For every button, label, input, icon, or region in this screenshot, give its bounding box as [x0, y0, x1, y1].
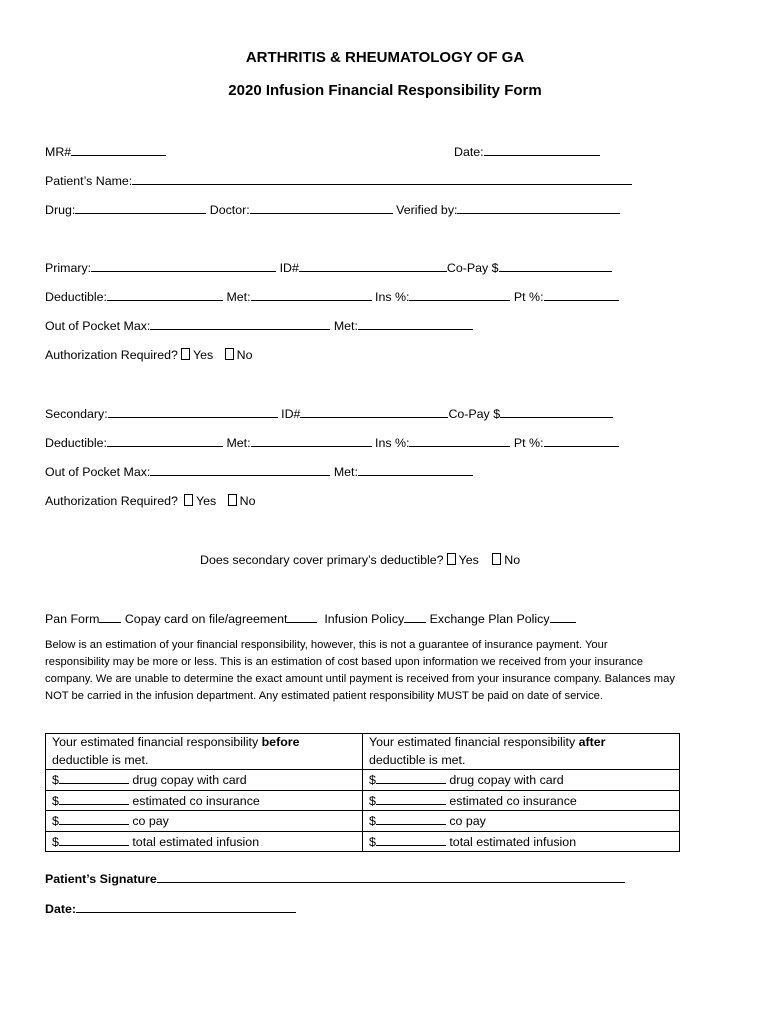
amount-line[interactable]: [59, 811, 129, 825]
secondary-deductible-line[interactable]: [107, 434, 223, 447]
patient-name-field[interactable]: [45, 172, 632, 189]
primary-deductible-row: [45, 288, 619, 305]
primary-deductible-label: Deductible:: [45, 290, 107, 304]
amount-line[interactable]: [59, 791, 129, 805]
primary-deductible-line[interactable]: [107, 288, 223, 301]
secondary-ins-line[interactable]: [409, 434, 510, 447]
currency-symbol: $: [52, 793, 59, 808]
mr-field[interactable]: [45, 143, 166, 160]
primary-oop-met-label: Met:: [333, 319, 358, 333]
currency-symbol: $: [52, 814, 59, 828]
secondary-met-label: Met:: [226, 436, 251, 450]
signature-date-row: [45, 900, 296, 917]
patient-name-line[interactable]: [132, 172, 632, 185]
before-header: [46, 734, 363, 770]
estimate-header-row: [46, 734, 680, 770]
currency-symbol: $: [369, 773, 376, 787]
secondary-pt-line[interactable]: [544, 434, 619, 447]
verified-label: Verified by:: [396, 203, 458, 217]
secondary-oop-met-line[interactable]: [358, 463, 473, 476]
pan-form-label: Pan Form: [45, 612, 100, 626]
date-field[interactable]: [454, 143, 600, 160]
mr-line[interactable]: [71, 143, 166, 156]
amount-line[interactable]: [59, 832, 129, 846]
amount-line[interactable]: [376, 770, 446, 784]
primary-met-label: Met:: [226, 290, 251, 304]
drug-line[interactable]: [75, 201, 206, 214]
row-label: estimated co insurance: [449, 793, 577, 808]
currency-symbol: $: [52, 773, 59, 787]
primary-oop-line[interactable]: [150, 317, 330, 330]
before-cell[interactable]: [46, 790, 363, 811]
primary-pt-line[interactable]: [544, 288, 619, 301]
amount-line[interactable]: [376, 791, 446, 805]
secondary-oop-line[interactable]: [150, 463, 330, 476]
primary-oop-label: Out of Pocket Max:: [45, 319, 151, 333]
mr-label: MR#: [45, 145, 72, 159]
drug-row: [45, 201, 620, 218]
primary-ins-line[interactable]: [409, 288, 510, 301]
before-cell[interactable]: [46, 811, 363, 832]
after-header-bold: after: [578, 735, 606, 749]
table-row: [46, 770, 680, 791]
secondary-oop-row: [45, 463, 473, 480]
coverage-question: Does secondary cover primary’s deductible?: [200, 553, 444, 567]
primary-met-line[interactable]: [251, 288, 372, 301]
pan-form-line[interactable]: [99, 610, 121, 623]
amount-line[interactable]: [59, 770, 129, 784]
after-header-prefix: Your estimated financial responsibility: [369, 735, 579, 749]
table-row: [46, 811, 680, 832]
after-header: [363, 734, 680, 770]
primary-id-label: ID#: [279, 261, 299, 275]
secondary-auth-no-checkbox[interactable]: [228, 494, 237, 506]
secondary-copay-label: Co-Pay $: [448, 407, 501, 421]
secondary-auth-label: Authorization Required?: [45, 494, 178, 508]
doctor-line[interactable]: [250, 201, 393, 214]
secondary-line[interactable]: [108, 405, 278, 418]
date-line[interactable]: [484, 143, 600, 156]
before-header-suffix: deductible is met.: [52, 752, 149, 767]
primary-auth-no-checkbox[interactable]: [225, 348, 234, 360]
coverage-no-label: No: [504, 553, 521, 567]
before-header-prefix: Your estimated financial responsibility: [52, 735, 262, 749]
secondary-met-line[interactable]: [251, 434, 372, 447]
after-cell[interactable]: [363, 770, 680, 791]
primary-auth-no-label: No: [236, 348, 253, 362]
date-label: Date:: [454, 145, 484, 159]
before-cell[interactable]: [46, 770, 363, 791]
secondary-deductible-row: [45, 434, 619, 451]
primary-label: Primary:: [45, 261, 92, 275]
primary-auth-yes-checkbox[interactable]: [181, 348, 190, 360]
exchange-plan-line[interactable]: [550, 610, 576, 623]
table-row: [46, 831, 680, 852]
exchange-plan-label: Exchange Plan Policy: [429, 612, 550, 626]
notice-paragraph: Below is an estimation of your financial responsibility, however, this is not a guarantee of insurance payment. Your responsibility may be more or less. This is an estimation of cost based upon information we received from your insurance company. We are unable to determine the exact amount until payment is received from your insurance company. Balances may NOT be carried in the infusion department. Any estimated patient responsibility MUST be paid on date of service.: [45, 639, 675, 702]
secondary-auth-yes-label: Yes: [195, 494, 217, 508]
doctor-label: Doctor:: [209, 203, 250, 217]
row-label: drug copay with card: [132, 773, 247, 787]
copay-card-label: Copay card on file/agreement: [124, 612, 288, 626]
secondary-ins-label: Ins %:: [375, 436, 410, 450]
forms-row: [45, 610, 576, 627]
row-label: total estimated infusion: [132, 834, 260, 849]
signature-label: Patient’s Signature: [45, 872, 157, 886]
primary-id-line[interactable]: [299, 259, 447, 272]
patient-name-label: Patient’s Name:: [45, 174, 133, 188]
infusion-policy-line[interactable]: [404, 610, 426, 623]
coverage-yes-checkbox[interactable]: [447, 553, 456, 565]
secondary-oop-label: Out of Pocket Max:: [45, 465, 151, 479]
after-cell[interactable]: [363, 811, 680, 832]
currency-symbol: $: [369, 834, 376, 849]
copay-card-line[interactable]: [287, 610, 317, 623]
primary-auth-row: [45, 347, 252, 363]
primary-copay-label: Co-Pay $: [446, 261, 499, 275]
secondary-deductible-label: Deductible:: [45, 436, 107, 450]
after-cell[interactable]: [363, 831, 680, 852]
row-label: drug copay with card: [449, 773, 564, 787]
signature-date-line[interactable]: [76, 900, 296, 913]
drug-label: Drug:: [45, 203, 76, 217]
currency-symbol: $: [369, 814, 376, 828]
primary-auth-yes-label: Yes: [192, 348, 214, 362]
signature-line[interactable]: [157, 870, 625, 883]
coverage-no-checkbox[interactable]: [492, 553, 501, 565]
before-header-bold: before: [261, 735, 300, 749]
signature-date-label: Date:: [45, 902, 76, 916]
primary-copay-line[interactable]: [499, 259, 612, 272]
amount-line[interactable]: [376, 811, 446, 825]
row-label: co pay: [449, 814, 486, 828]
secondary-auth-row: [45, 493, 255, 509]
estimate-table: [45, 733, 680, 852]
primary-ins-label: Ins %:: [375, 290, 410, 304]
currency-symbol: $: [52, 834, 59, 849]
primary-oop-row: [45, 317, 473, 334]
secondary-id-label: ID#: [281, 407, 301, 421]
signature-row: [45, 870, 625, 887]
row-label: co pay: [132, 814, 169, 828]
table-row: [46, 790, 680, 811]
row-label: estimated co insurance: [132, 793, 260, 808]
amount-line[interactable]: [376, 832, 446, 846]
coverage-row: [200, 552, 520, 568]
primary-oop-met-line[interactable]: [358, 317, 473, 330]
before-cell[interactable]: [46, 831, 363, 852]
verified-line[interactable]: [457, 201, 620, 214]
primary-auth-label: Authorization Required?: [45, 348, 178, 362]
infusion-policy-label: Infusion Policy: [324, 612, 405, 626]
after-cell[interactable]: [363, 790, 680, 811]
primary-row: [45, 259, 612, 276]
coverage-yes-label: Yes: [458, 553, 479, 567]
secondary-auth-no-label: No: [239, 494, 256, 508]
org-title: ARTHRITIS & RHEUMATOLOGY OF GA: [245, 49, 525, 66]
currency-symbol: $: [369, 793, 376, 808]
after-header-suffix: deductible is met.: [369, 752, 466, 767]
secondary-row: [45, 405, 613, 422]
secondary-copay-line[interactable]: [500, 405, 613, 418]
form-title: 2020 Infusion Financial Responsibility Form: [228, 82, 542, 99]
secondary-label: Secondary:: [45, 407, 108, 421]
row-label: total estimated infusion: [449, 834, 577, 849]
secondary-pt-label: Pt %:: [513, 436, 544, 450]
primary-line[interactable]: [91, 259, 276, 272]
secondary-oop-met-label: Met:: [333, 465, 358, 479]
secondary-id-line[interactable]: [300, 405, 448, 418]
secondary-auth-yes-checkbox[interactable]: [184, 494, 193, 506]
primary-pt-label: Pt %:: [513, 290, 544, 304]
